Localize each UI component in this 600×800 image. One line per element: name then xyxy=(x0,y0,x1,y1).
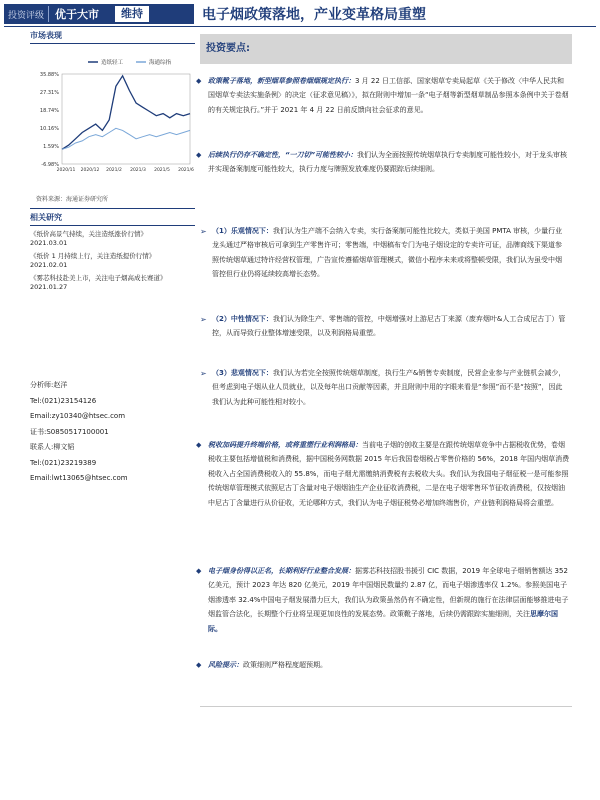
chart-source: 资料来源：海通证券研究所 xyxy=(36,196,109,203)
market-section-title: 市场表现 xyxy=(30,30,195,44)
point-text: 3 月 22 日工信部、国家烟草专卖局起草《关于修改〈中华人民共和国烟草专卖法实施条例〉的决定（征求意见稿）》，拟在附则中增加一条“电子烟等新型烟草制品参照本条例中关于卷烟的有关规定执行。”并于 2021 年 4 月 22 日前反馈向社会征求的意见。 xyxy=(208,77,569,114)
analyst-email[interactable]: Email:zy10340@htsec.com xyxy=(30,412,126,420)
analyst-name: 分析师:赵洋 xyxy=(30,381,68,389)
related-item-date: 2021.03.01 xyxy=(30,239,68,247)
section-divider xyxy=(30,208,195,209)
rating-banner xyxy=(4,4,194,24)
point-risk xyxy=(208,658,570,672)
point-consolidation xyxy=(208,564,570,636)
market-performance-chart xyxy=(30,52,195,192)
scenario-lead: （1）乐观情况下： xyxy=(212,227,273,235)
report-title: 电子烟政策落地，产业变革格局重塑 xyxy=(202,7,426,23)
point-uncertainty xyxy=(208,148,570,177)
x-tick-label: 2021/2 xyxy=(106,168,122,173)
related-item[interactable] xyxy=(30,252,195,270)
company-mention: 思摩尔国际。 xyxy=(208,610,558,633)
x-tick-label: 2021/6 xyxy=(178,168,194,173)
scenario-optimistic xyxy=(212,224,566,282)
related-item-date: 2021.02.01 xyxy=(30,261,68,269)
point-text: 当前电子烟的创收主要是在跟传统烟草竞争中占据税收优势，卷烟税收主要包括增值税和消费税，据中国税务网数据 2015 年后我国卷烟税占零售价格的 56%，2018 年国内烟草消费税收入占全国消费税收入的 55.8%，而电子烟尤需缴纳消费税有去税收大头。我们认为我国电子烟征税一是可能参照传统烟草管理模式依照尼古丁含量对电子烟烟油生产企业征收消费税，二是在电子烟零售环节征收消费税，仅按烟油中尼古丁含量进行从价征收，无论哪种方式，我们认为电子烟征税势必增加终端售价，产业链利润格局将会重塑。 xyxy=(208,441,570,507)
chart-frame xyxy=(62,74,190,164)
point-text: 我们认为全面按照传统烟草执行专卖制度可能性较小，对于龙头审核并实现备案制度可能性较大，执行力度与牌照发放难度仍要跟踪后续细则。 xyxy=(208,151,568,174)
series-line-1 xyxy=(62,76,190,150)
scenario-neutral xyxy=(212,312,566,341)
scenario-pessimistic xyxy=(212,366,566,409)
point-text: 政策细则严格程度超预期。 xyxy=(243,661,327,669)
related-research xyxy=(30,212,195,292)
scenario-text: 我们认为除生产、零售端的管控，中烟增强对上游尼古丁来源（废弃烟叶&人工合成尼古丁）管控，从而导致行业整体增速受限，以及利润格局重塑。 xyxy=(212,315,566,338)
arrow-icon: ➢ xyxy=(200,369,207,378)
point-lead: 风险提示： xyxy=(208,661,243,669)
bullet-icon: ◆ xyxy=(196,441,202,449)
point-text: 据雾芯科技招股书援引 CIC 数据，2019 年全球电子烟销售额达 352 亿美元，预计 2023 年达 820 亿美元，2019 年中国烟民数量约 2.87 亿，而电子烟渗透率仅 1.2%。参照美国电子烟渗透率 32.4%中国电子烟发展潜力巨大，我们认为政策虽然仍有不确定性，但新规的施行在法律层面能够推进电子烟监管合法化，长期整个行业将呈现更加良性的发展态势。政策靴子落地，后续仍需跟踪实施细则，关注 xyxy=(208,567,569,619)
footer-divider xyxy=(200,706,572,707)
point-lead: 后续执行仍存不确定性，“一刀切”可能性较小： xyxy=(208,151,358,159)
scenario-text: 我们认为生产端不会纳入专卖，实行备案制可能性比较大，类似于美国 PMTA 审核，少量行业龙头通过严格审核后可拿到生产零售许可；零售端，中烟稿布专门为电子烟设定的专卖许可证，品牌商线下渠道参照传统烟草通过特许经营权管理，广告宣传遵循烟草管理模式，微信小程序未来或将整顿受限，我们认为虽受中烟管控但行业仍将延续较高增长态势。 xyxy=(212,227,563,279)
header-divider xyxy=(4,26,596,27)
left-column xyxy=(30,30,195,482)
related-item-title: 《雾芯科技赴美上市，关注电子烟高成长赛道》 xyxy=(30,274,167,282)
report-header xyxy=(0,0,600,26)
bullet-icon: ◆ xyxy=(196,151,202,159)
contact-tel: Tel:(021)23219389 xyxy=(30,458,97,467)
x-tick-label: 2020/11 xyxy=(56,168,76,173)
y-tick-label: 35.88% xyxy=(39,72,59,78)
rating-label: 投资评级 xyxy=(8,10,45,21)
x-tick-label: 2021/3 xyxy=(130,168,146,173)
rating-action: 维持 xyxy=(115,6,149,22)
y-tick-label: -6.98% xyxy=(41,162,59,168)
point-lead: 电子烟身份得以正名，长期利好行业整合发展： xyxy=(208,567,355,575)
legend-label: 海通综指 xyxy=(149,60,172,66)
scenario-text: 我们认为若完全按照传统烟草制度，执行生产&销售专卖制度，民营企业参与产业链机会减少，但考虑到电子烟从业人员就业，以及每年出口贡献等因素，并且附则中用的字眼来看是“参照”而不是“按照”，因此我们认为此种可能性相对较小。 xyxy=(212,369,566,406)
x-tick-label: 2021/5 xyxy=(154,168,170,173)
scenario-lead: （2）中性情况下： xyxy=(212,315,273,323)
related-item-date: 2021.01.27 xyxy=(30,283,68,291)
series-line-2 xyxy=(62,128,190,149)
point-policy xyxy=(208,74,570,117)
bullet-icon: ◆ xyxy=(196,567,202,575)
sector-rating: 优于大市 xyxy=(48,6,105,22)
y-tick-label: 10.16% xyxy=(39,126,59,132)
arrow-icon: ➢ xyxy=(200,315,207,324)
related-item-title: 《纸价高景气持续，关注造纸涨价行情》 xyxy=(30,230,147,238)
related-item[interactable] xyxy=(30,230,195,248)
investment-points-title: 投资要点: xyxy=(200,34,572,64)
contact-email[interactable]: Email:lwt13065@htsec.com xyxy=(30,474,128,482)
scenario-lead: （3）悲观情况下： xyxy=(212,369,273,377)
x-tick-label: 2020/12 xyxy=(80,168,100,173)
analyst-certificate: 证书:S0850517100001 xyxy=(30,427,109,436)
point-lead: 税收加码提升终端价格，或将重塑行业利润格局： xyxy=(208,441,362,449)
point-taxation xyxy=(208,438,570,510)
legend-label: 造纸轻工 xyxy=(101,60,124,66)
analyst-tel: Tel:(021)23154126 xyxy=(30,396,97,405)
y-tick-label: 1.59% xyxy=(43,144,59,150)
related-item-title: 《纸价 1 月持续上行，关注造纸提价行情》 xyxy=(30,252,156,260)
arrow-icon: ➢ xyxy=(200,227,207,236)
related-item[interactable] xyxy=(30,274,195,292)
point-lead: 政策靴子落地，新型烟草参照卷烟烟规定执行： xyxy=(208,77,355,85)
bullet-icon: ◆ xyxy=(196,77,202,85)
y-tick-label: 27.31% xyxy=(39,90,59,96)
contact-name: 联系人:柳文韬 xyxy=(30,443,75,451)
y-tick-label: 18.74% xyxy=(39,108,59,114)
bullet-icon: ◆ xyxy=(196,661,202,669)
related-section-title: 相关研究 xyxy=(30,212,195,226)
analyst-contacts xyxy=(30,378,195,487)
